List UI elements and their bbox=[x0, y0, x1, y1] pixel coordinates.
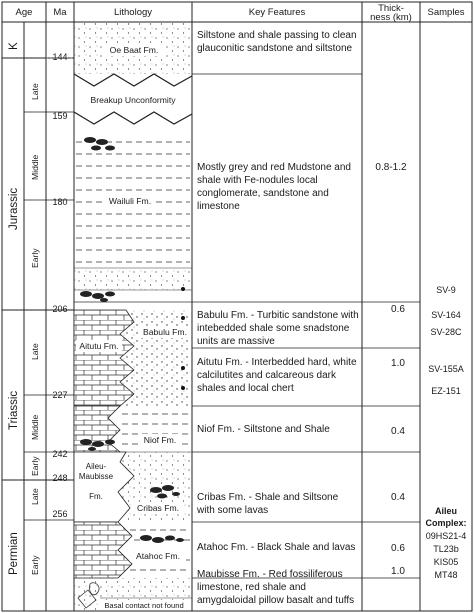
thickness-niof: 0.4 bbox=[391, 426, 405, 437]
feature-wailuli-1: Mostly grey and red Mudstone and bbox=[197, 162, 351, 173]
period-triassic: Triassic bbox=[8, 390, 20, 430]
thickness-aitutu: 1.0 bbox=[391, 358, 405, 369]
epoch-tri-middle: Middle bbox=[30, 414, 40, 440]
sample-ez151: EZ-151 bbox=[431, 386, 461, 396]
sample-sv9: SV-9 bbox=[436, 285, 456, 295]
thickness-values bbox=[375, 162, 407, 577]
key-features bbox=[196, 30, 359, 606]
lith-label-babulu: Babulu Fm. bbox=[143, 327, 187, 337]
lith-label-breakup: Breakup Unconformity bbox=[90, 95, 176, 105]
lith-label-aileu-3: Fm. bbox=[89, 492, 103, 501]
feature-babulu-3: units are massive bbox=[197, 336, 275, 347]
feature-aitutu-3: shales and local chert bbox=[197, 383, 294, 394]
sample-list-2: KIS05 bbox=[433, 557, 459, 567]
lith-label-aitutu: Aitutu Fm. bbox=[79, 341, 119, 351]
epoch-tri-late: Late bbox=[30, 343, 40, 360]
epoch-tri-early: Early bbox=[30, 456, 40, 476]
lith-label-aileu-2: Maubisse bbox=[78, 472, 114, 481]
epoch-perm-late: Late bbox=[30, 488, 40, 505]
ma-159: 159 bbox=[52, 111, 68, 121]
thickness-babulu: 0.6 bbox=[391, 304, 405, 315]
feature-aitutu-2: calcilutites and calcareous dark bbox=[197, 370, 336, 381]
lith-label-aileu-1: Aileu- bbox=[85, 462, 107, 471]
lithology-column bbox=[74, 22, 192, 611]
thickness-wailuli: 0.8-1.2 bbox=[375, 162, 407, 173]
feature-babulu-1: Babulu Fm. - Turbitic sandstone with bbox=[197, 310, 359, 321]
lith-label-oe-baat: Oe Baat Fm. bbox=[109, 45, 159, 55]
header-thickness-1: Thick- bbox=[378, 3, 404, 14]
lith-label-atahoc: Atahoc Fm. bbox=[136, 551, 180, 561]
samples bbox=[425, 285, 466, 580]
ma-144: 144 bbox=[52, 52, 68, 62]
lith-maubisse-lst bbox=[74, 522, 132, 578]
feature-wailuli-3: conglomerate, sandstone and bbox=[197, 188, 329, 199]
sample-sv164: SV-164 bbox=[431, 310, 461, 320]
feature-babulu-2: intebedded shale some snadstone bbox=[197, 323, 350, 334]
lith-unconformity-upper bbox=[74, 74, 192, 86]
thickness-cribas: 0.4 bbox=[391, 492, 405, 503]
ma-180: 180 bbox=[52, 197, 68, 207]
period-jurassic: Jurassic bbox=[8, 187, 20, 230]
sample-list-0: 09HS21-4 bbox=[425, 531, 467, 541]
feature-oe-baat-1: Siltstone and shale passing to clean bbox=[197, 30, 357, 41]
sample-sv155a: SV-155A bbox=[428, 364, 464, 374]
thickness-maubisse: 1.0 bbox=[391, 566, 405, 577]
feature-maubisse-2: limestone, red shale and bbox=[197, 582, 306, 593]
epoch-jur-middle: Middle bbox=[30, 154, 40, 180]
sample-list-1: TL23b bbox=[433, 544, 459, 554]
ma-227: 227 bbox=[52, 390, 68, 400]
epoch-perm-early: Early bbox=[30, 555, 40, 575]
ma-206: 206 bbox=[52, 304, 68, 314]
epoch-jur-early: Early bbox=[30, 248, 40, 268]
lith-wailuli-sand bbox=[74, 268, 192, 290]
lith-label-basal: Basal contact not found bbox=[104, 601, 184, 610]
feature-maubisse-1: Maubisse Fm. - Red fossiliferous bbox=[197, 569, 343, 580]
header-key-features: Key Features bbox=[248, 7, 306, 18]
epoch-jur-late: Late bbox=[30, 83, 40, 100]
feature-maubisse-3: amygdaloidal pillow basalt and tuffs bbox=[197, 595, 355, 606]
lith-label-cribas: Cribas Fm. bbox=[136, 503, 180, 513]
lith-atahoc-lavas bbox=[140, 535, 184, 543]
feature-aitutu-1: Aitutu Fm. - Interbedded hard, white bbox=[197, 357, 357, 368]
sample-list-3: MT48 bbox=[434, 570, 458, 580]
feature-cribas-1: Cribas Fm. - Shale and Siltsone bbox=[197, 492, 339, 503]
thickness-atahoc: 0.6 bbox=[391, 543, 405, 554]
sample-sv28c: SV-28C bbox=[430, 327, 462, 337]
header-age: Age bbox=[15, 7, 33, 18]
ma-242: 242 bbox=[52, 449, 68, 459]
feature-oe-baat-2: glauconitic sandstone and siltstone bbox=[197, 43, 353, 54]
ma-256: 256 bbox=[52, 509, 68, 519]
feature-niof-1: Niof Fm. - Siltstone and Shale bbox=[197, 424, 330, 435]
feature-wailuli-4: limestone bbox=[197, 201, 240, 212]
header-samples: Samples bbox=[427, 7, 465, 18]
lith-unconformity-lower bbox=[74, 112, 192, 124]
header-thickness-2: ness (km) bbox=[370, 12, 412, 23]
feature-cribas-2: with some lavas bbox=[197, 505, 269, 516]
sample-aileu-2: Complex: bbox=[425, 518, 467, 528]
header-lithology: Lithology bbox=[113, 7, 153, 18]
header-ma: Ma bbox=[53, 7, 67, 18]
feature-wailuli-2: shale with Fe-nodules local bbox=[197, 175, 318, 186]
sample-aileu-1: Aileu bbox=[434, 506, 458, 516]
lith-label-wailuli: Wailuli Fm. bbox=[108, 196, 152, 206]
period-permian: Permian bbox=[8, 532, 20, 575]
ma-248: 248 bbox=[52, 473, 68, 483]
period-k: K bbox=[8, 42, 20, 50]
feature-atahoc-1: Atahoc Fm. - Black Shale and lavas bbox=[197, 542, 356, 553]
lith-label-niof: Niof Fm. bbox=[143, 435, 177, 445]
